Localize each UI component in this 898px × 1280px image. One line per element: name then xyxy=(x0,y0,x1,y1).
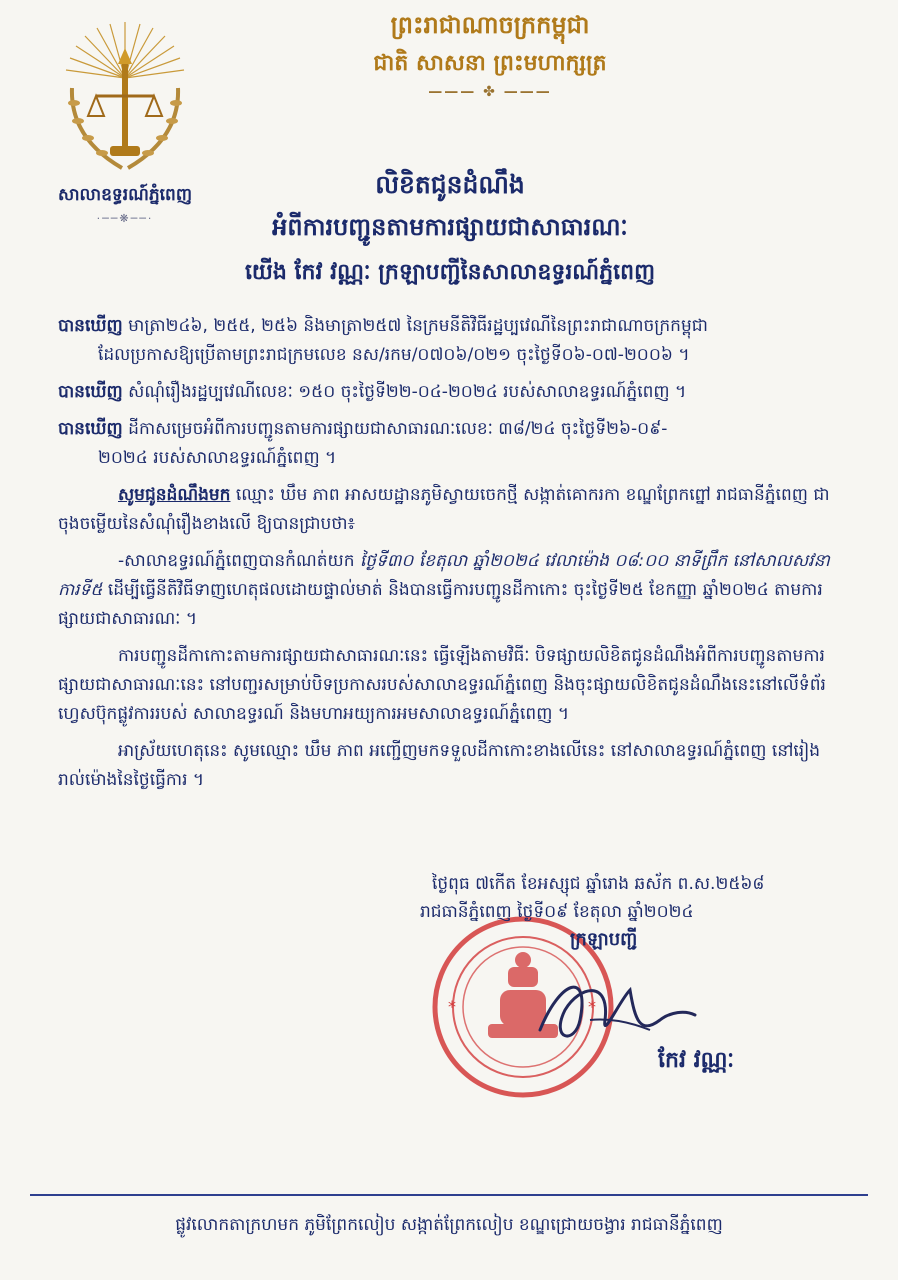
date-block xyxy=(420,870,840,954)
paragraph-lead: បានឃើញ xyxy=(58,382,123,402)
notice-title xyxy=(160,168,740,244)
notice-body xyxy=(58,312,838,803)
paragraph-text: -សាលាឧទ្ធរណ៍ភ្នំពេញបានកំណត់យក xyxy=(118,551,360,571)
paragraph-lead: សូមជូនដំណឹងមក xyxy=(118,485,231,505)
issuer-line: យើង កែវ វណ្ណៈ ក្រឡាបញ្ជីនៃសាលាឧទ្ធរណ៍ភ្នំពេញ xyxy=(244,260,656,285)
ornament-divider: ·──❋──· xyxy=(96,212,154,225)
paragraph-text: ដីកាសម្រេចអំពីការបញ្ជូនតាមការផ្សាយជាសាធារណៈលេខៈ ៣៨/២៤ ចុះថ្ងៃទី២៦-០៩- xyxy=(122,419,668,439)
court-emblem-icon xyxy=(52,18,198,178)
lunar-date: ថ្ងៃពុធ ៧កើត ខែអស្សុជ ឆ្នាំរោង ឆស័ក ព.ស.២៥៦៨ xyxy=(432,874,765,894)
court-name: សាលាឧទ្ធរណ៍ភ្នំពេញ xyxy=(57,185,193,205)
paragraph-continuation: ដែលប្រកាសឱ្យប្រើតាមព្រះរាជក្រមលេខ នស/រកម/០៧០៦/០២១ ចុះថ្ងៃទី០៦-០៧-២០០៦ ។ xyxy=(98,345,690,365)
footer-divider xyxy=(30,1194,868,1196)
paragraph-5 xyxy=(58,547,838,634)
svg-text:*: * xyxy=(448,997,456,1016)
signer-name: កែវ វណ្ណៈ xyxy=(658,1048,735,1073)
ornament-divider: ——— ✤ ——— xyxy=(428,84,552,100)
paragraph-text: ឈ្មោះ ឃឹម ភាព អាសយដ្ឋានភូមិស្វាយចេកថ្មី សង្កាត់គោករកា ខណ្ឌព្រែកព្នៅ រាជធានីភ្នំពេញ ជាចុងចម្លើយនៃសំណុំរឿងខាងលើ ឱ្យបានជ្រាបថា៖ xyxy=(58,485,830,534)
paragraph-lead: បានឃើញ xyxy=(58,316,123,336)
paragraph-text: មាត្រា២៤៦, ២៥៥, ២៥៦ និងមាត្រា២៥៧ នៃក្រមនីតិវិធីរដ្ឋប្បវេណីនៃព្រះរាជាណាចក្រកម្ពុជា xyxy=(122,316,708,336)
solar-date: រាជធានីភ្នំពេញ ថ្ងៃទី០៩ ខែតុលា ឆ្នាំ២០២៤ xyxy=(420,902,694,922)
paragraph-6: ការបញ្ជូនដីកាកោះតាមការផ្សាយជាសាធារណៈនេះ ធ្វើឡើងតាមវិធីៈ បិទផ្សាយលិខិតជូនដំណឹងអំពីការបញ្ជូនតាមការផ្សាយជាសាធារណៈនេះ នៅបញ្ជរសម្រាប់បិទប្រកាសរបស់សាលាឧទ្ធរណ៍ភ្នំពេញ និងចុះផ្សាយលិខិតជូនដំណឹងនេះនៅលើទំព័រហ្វេសប៊ុកផ្លូវការរបស់ សាលាឧទ្ធរណ៍ និងមហាអយ្យការអមសាលាឧទ្ធរណ៍ភ្នំពេញ ។ xyxy=(58,646,826,724)
title-line-1: លិខិតជូនដំណឹង xyxy=(375,170,525,199)
paragraph-text: ដើម្បីធ្វើនីតិវិធីទាញហេតុផលដោយផ្ទាល់មាត់ និងបានធ្វើការបញ្ជូនដីកាកោះ ចុះថ្ងៃទី២៥ ខែកញ្ញា ឆ្នាំ២០២៤ តាមការផ្សាយជាសាធារណៈ ។ xyxy=(58,580,823,629)
handwritten-signature xyxy=(520,960,700,1060)
national-motto: ជាតិ សាសនា ព្រះមហាក្សត្រ xyxy=(373,51,607,76)
hearing-datetime: ថ្ងៃទី៣០ ខែតុលា ឆ្នាំ២០២៤ វេលាម៉ោង ០៨:០០ នាទីព្រឹក នៅសាលសវនាការទី៥ xyxy=(58,551,830,600)
kingdom-name: ព្រះរាជាណាចក្រកម្ពុជា xyxy=(390,11,590,39)
svg-text:*: * xyxy=(588,997,596,1016)
paragraph-2 xyxy=(58,378,838,407)
title-line-2: អំពីការបញ្ជូនតាមការផ្សាយជាសាធារណៈ xyxy=(272,213,628,241)
paragraph-text: សំណុំរឿងរដ្ឋប្បវេណីលេខៈ ១៥០ ចុះថ្ងៃទី២២-០៤-២០២៤ របស់សាលាឧទ្ធរណ៍ភ្នំពេញ ។ xyxy=(122,382,687,402)
paragraph-7: អាស្រ័យហេតុនេះ សូមឈ្មោះ ឃឹម ភាព អញ្ជើញមកទទួលដីកាកោះខាងលើនេះ នៅសាលាឧទ្ធរណ៍ភ្នំពេញ នៅរៀងរាល់ម៉ោងនៃថ្ងៃធ្វើការ ។ xyxy=(58,741,821,790)
paragraph-lead: បានឃើញ xyxy=(58,419,123,439)
signer-role: ក្រឡាបញ្ជី xyxy=(570,929,638,950)
footer-address: ផ្លូវលោកតាក្រហមក ភូមិព្រែកលៀប សង្កាត់ព្រែកលៀប ខណ្ឌជ្រោយចង្វារ រាជធានីភ្នំពេញ xyxy=(175,1215,723,1235)
kingdom-header xyxy=(300,8,680,100)
paragraph-1 xyxy=(58,312,838,370)
paragraph-3 xyxy=(58,415,838,473)
paragraph-continuation: ២០២៤ របស់សាលាឧទ្ធរណ៍ភ្នំពេញ ។ xyxy=(98,448,337,468)
paragraph-4 xyxy=(58,481,838,539)
